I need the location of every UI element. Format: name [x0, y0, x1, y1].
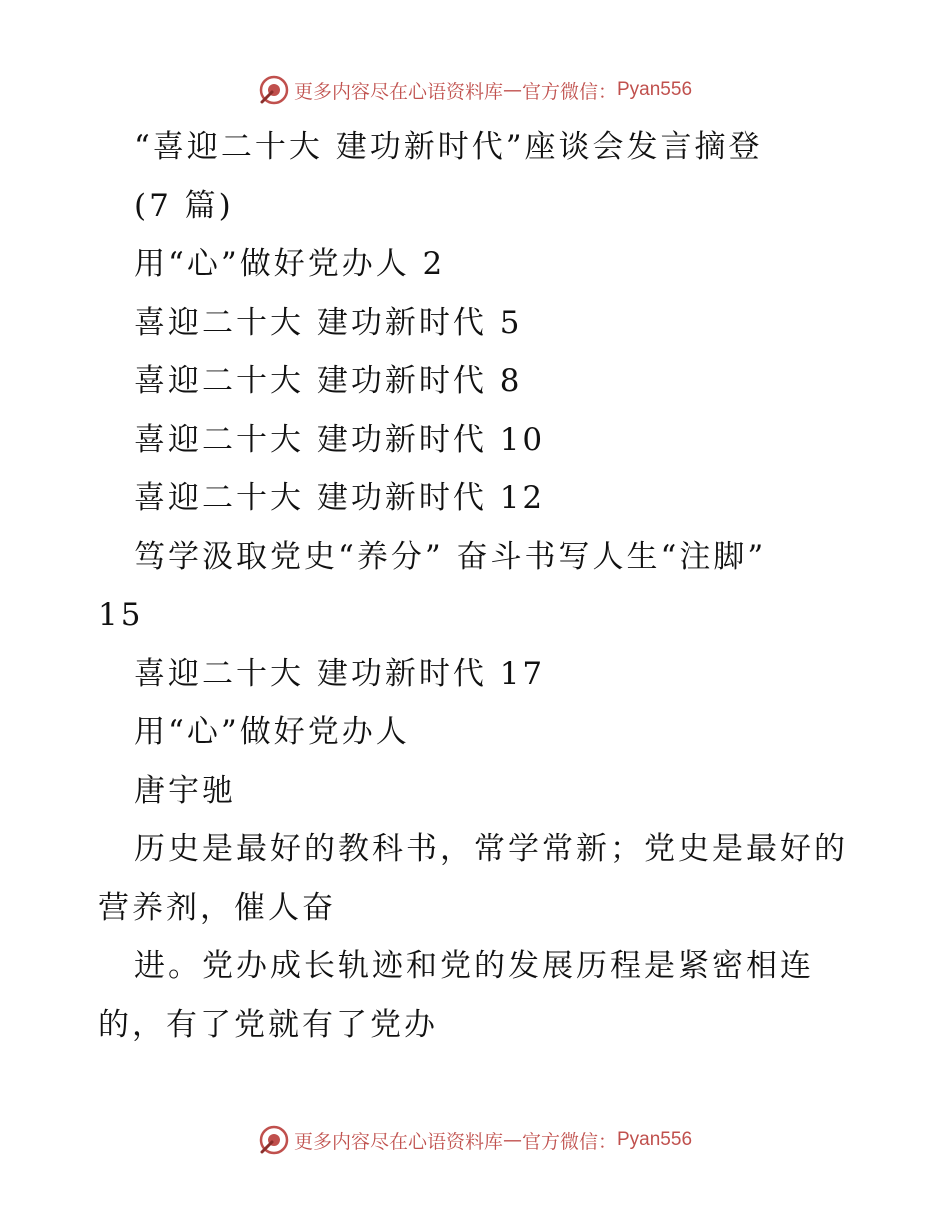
document-title-continuation: (7 篇) — [134, 187, 234, 224]
toc-item: 喜迎二十大 建功新时代 10 — [134, 421, 546, 458]
paragraph-line: 进。党办成长轨迹和党的发展历程是紧密相连 — [134, 948, 814, 984]
paragraph-line: 的，有了党就有了党办 — [98, 1006, 438, 1043]
banner-contact-id: Pyan556 — [617, 79, 693, 100]
section-title: 用“心”做好党办人 — [134, 714, 410, 750]
toc-item: 喜迎二十大 建功新时代 12 — [134, 480, 546, 516]
banner-dash: — — [502, 79, 522, 101]
paragraph-line: 历史是最好的教科书，常学常新；党史是最好的 — [134, 831, 848, 867]
toc-item: 喜迎二十大 建功新时代 5 — [134, 304, 523, 341]
header-watermark-banner — [0, 70, 950, 110]
banner-contact-id: Pyan556 — [617, 1129, 693, 1150]
pen-circle-icon — [258, 1124, 290, 1156]
toc-item: 喜迎二十大 建功新时代 8 — [134, 363, 523, 399]
pen-circle-icon — [258, 74, 290, 106]
document-title: “喜迎二十大 建功新时代”座谈会发言摘登 — [134, 129, 763, 165]
toc-item: 笃学汲取党史“养分” 奋斗书写人生“注脚” — [134, 538, 767, 575]
table-of-contents — [98, 235, 858, 703]
banner-brand-text: 更多内容尽在心语资料库 — [293, 80, 503, 103]
body-paragraphs — [98, 820, 858, 1054]
document-body — [98, 118, 858, 1054]
footer-watermark-banner — [0, 1120, 950, 1160]
banner-contact-label: 官方微信： — [521, 1130, 617, 1153]
banner-dash: — — [502, 1129, 522, 1151]
paragraph-line: 营养剂，催人奋 — [98, 889, 336, 926]
section-author: 唐宇驰 — [134, 772, 236, 809]
toc-item: 喜迎二十大 建功新时代 17 — [134, 655, 546, 692]
toc-item-page-wrap: 15 — [98, 597, 144, 633]
banner-contact-label: 官方微信： — [521, 80, 617, 103]
banner-brand-text: 更多内容尽在心语资料库 — [293, 1130, 503, 1153]
toc-item: 用“心”做好党办人 2 — [134, 246, 446, 282]
